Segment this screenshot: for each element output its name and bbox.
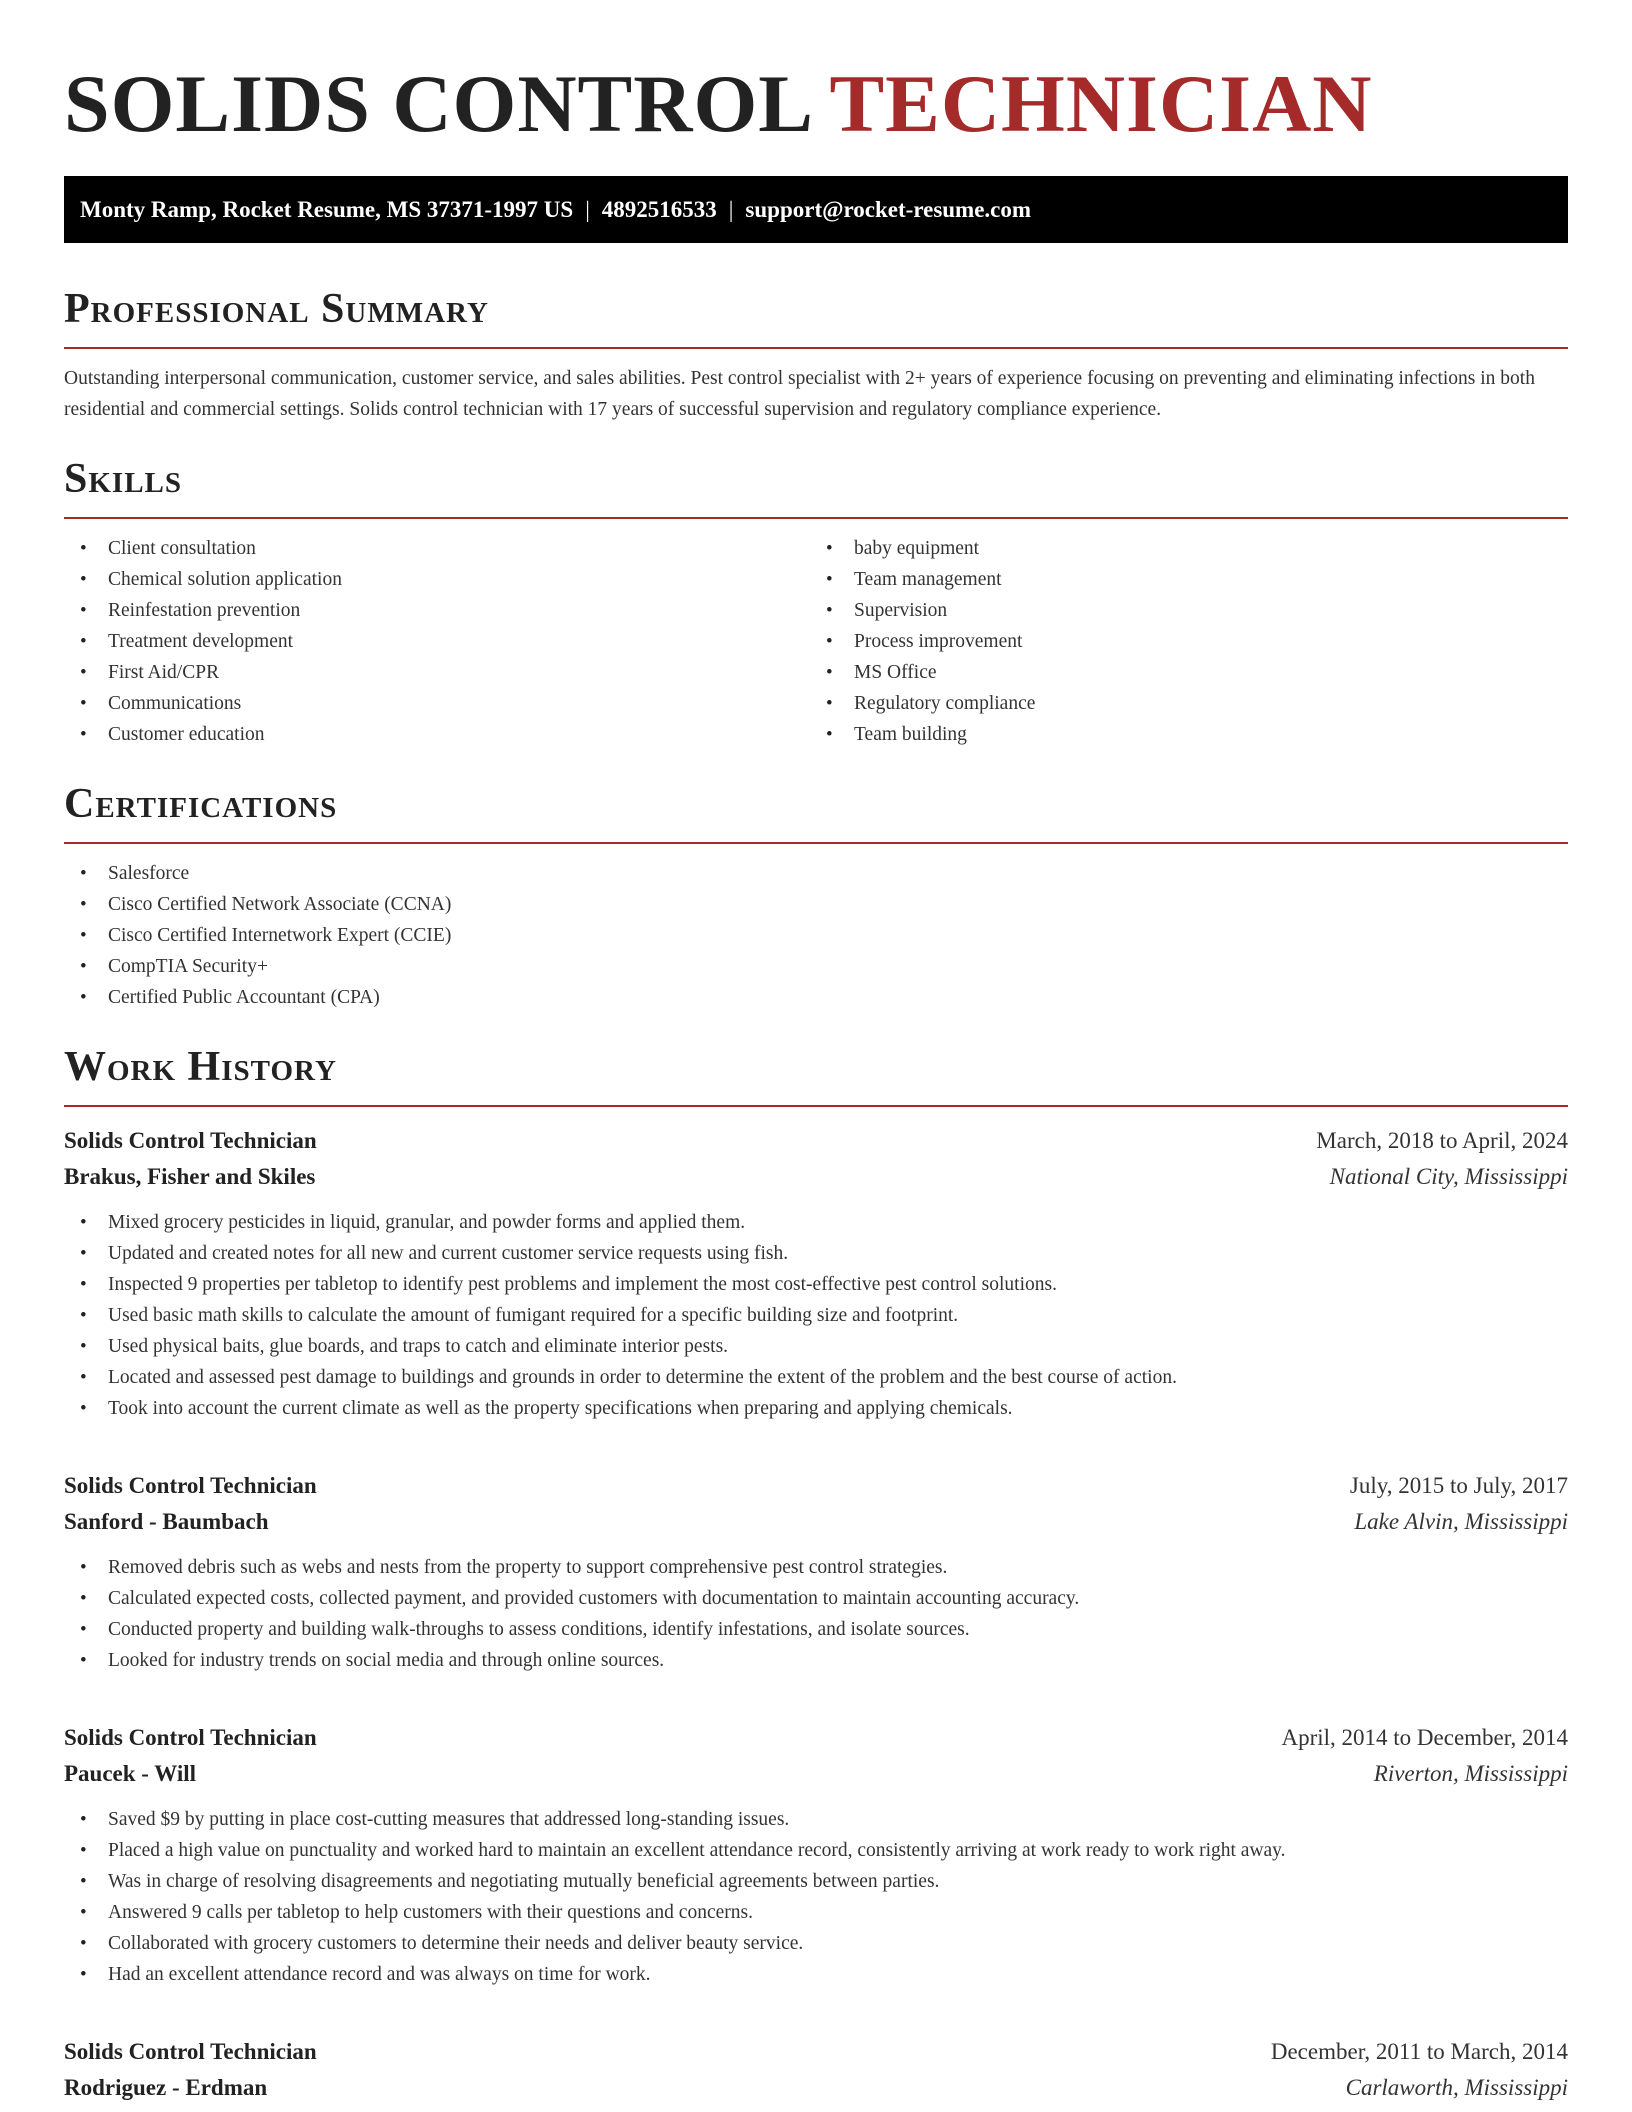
job-bullet: • Collaborated with grocery customers to determine their needs and deliver beauty service.	[64, 1928, 1568, 1959]
job-entry	[64, 1123, 1568, 1424]
contact-phone: 4892516533	[601, 196, 717, 222]
section-heading: Professional Summary	[64, 285, 1568, 349]
skill-item: • Communications	[64, 688, 822, 719]
skill-item: • baby equipment	[810, 533, 1568, 564]
job-bullet: • Had an excellent attendance record and was always on time for work.	[64, 1959, 1568, 1990]
job-dates: December, 2011 to March, 2014	[1270, 2039, 1568, 2064]
certifications-list	[64, 858, 1568, 1013]
job-bullet: • Took into account the current climate as well as the property specifications when preparing and applying chemicals.	[64, 1393, 1568, 1424]
job-company-row	[64, 1159, 1568, 1195]
job-company-row	[64, 1504, 1568, 1540]
skill-item: • Supervision	[810, 595, 1568, 626]
skill-item: • Process improvement	[810, 626, 1568, 657]
job-title: Solids Control Technician	[64, 2039, 317, 2064]
job-company: Sanford - Baumbach	[64, 1509, 269, 1534]
certifications-section	[64, 780, 1568, 1013]
job-bullet: • Placed a high value on punctuality and worked hard to maintain an excellent attendance record, consistently arriving at work ready to work right away.	[64, 1835, 1568, 1866]
job-bullet: • Saved $9 by putting in place cost-cutting measures that addressed long-standing issues.	[64, 1804, 1568, 1835]
job-bullet: • Mixed grocery pesticides in liquid, granular, and powder forms and applied them.	[64, 1207, 1568, 1238]
section-heading: Certifications	[64, 780, 1568, 844]
title-main: SOLIDS CONTROL	[64, 58, 810, 149]
job-bullet: • Answered 9 calls per tabletop to help customers with their questions and concerns.	[64, 1897, 1568, 1928]
job-company: Paucek - Will	[64, 1761, 197, 1786]
skill-item: • Reinfestation prevention	[64, 595, 822, 626]
section-heading: Work History	[64, 1043, 1568, 1107]
contact-email: support@rocket-resume.com	[745, 196, 1032, 222]
job-bullet: • Was in charge of resolving disagreements and negotiating mutually beneficial agreements between parties.	[64, 1866, 1568, 1897]
job-title: Solids Control Technician	[64, 1725, 317, 1750]
skills-list-right	[810, 533, 1568, 750]
certification-item: • Salesforce	[64, 858, 1568, 889]
job-bullet: • Updated and created notes for all new and current customer service requests using fish.	[64, 1238, 1568, 1269]
skill-item: • Chemical solution application	[64, 564, 822, 595]
job-dates: April, 2014 to December, 2014	[1281, 1725, 1568, 1750]
job-header-row	[64, 1123, 1568, 1159]
job-title: Solids Control Technician	[64, 1128, 317, 1153]
certification-item: • CompTIA Security+	[64, 951, 1568, 982]
work-history-section	[64, 1043, 1568, 2106]
skill-item: • Treatment development	[64, 626, 822, 657]
contact-separator: |	[585, 196, 590, 222]
certification-item: • Certified Public Accountant (CPA)	[64, 982, 1568, 1013]
summary-text: Outstanding interpersonal communication, customer service, and sales abilities. Pest control specialist with 2+ years of experience focusing on preventing and eliminating infections in both residential and commercial settings. Solids control technician with 17 years of successful supervision and regulatory compliance experience.	[64, 368, 1535, 420]
job-company: Rodriguez - Erdman	[64, 2075, 268, 2100]
job-entry	[64, 2034, 1568, 2106]
job-bullets	[64, 1552, 1568, 1676]
certification-item: • Cisco Certified Network Associate (CCNA)	[64, 889, 1568, 920]
skill-item: • Team building	[810, 719, 1568, 750]
contact-separator: |	[728, 196, 734, 222]
job-bullet: • Removed debris such as webs and nests from the property to support comprehensive pest control strategies.	[64, 1552, 1568, 1583]
skills-columns	[64, 519, 1568, 750]
job-bullets	[64, 1804, 1568, 1990]
title-accent: TECHNICIAN	[829, 58, 1373, 149]
skill-item: • First Aid/CPR	[64, 657, 822, 688]
skill-item: • Regulatory compliance	[810, 688, 1568, 719]
job-company-row	[64, 1756, 1568, 1792]
section-heading: Skills	[64, 455, 1568, 519]
job-bullet: • Used basic math skills to calculate the amount of fumigant required for a specific building size and footprint.	[64, 1300, 1568, 1331]
skill-item: • Team management	[810, 564, 1568, 595]
resume-title	[64, 54, 1568, 154]
job-dates: March, 2018 to April, 2024	[1316, 1128, 1568, 1153]
job-bullet: • Calculated expected costs, collected payment, and provided customers with documentation to maintain accounting accuracy.	[64, 1583, 1568, 1614]
job-bullet: • Inspected 9 properties per tabletop to identify pest problems and implement the most cost-effective pest control solutions.	[64, 1269, 1568, 1300]
job-title: Solids Control Technician	[64, 1473, 317, 1498]
jobs-list	[64, 1123, 1568, 2106]
job-company: Brakus, Fisher and Skiles	[64, 1164, 316, 1189]
skill-item: • MS Office	[810, 657, 1568, 688]
job-header-row	[64, 1468, 1568, 1504]
summary-section	[64, 285, 1568, 425]
job-company-row	[64, 2070, 1568, 2106]
job-entry	[64, 1468, 1568, 1676]
job-bullet: • Conducted property and building walk-throughs to assess conditions, identify infestations, and isolate sources.	[64, 1614, 1568, 1645]
job-dates: July, 2015 to July, 2017	[1349, 1473, 1568, 1498]
job-entry	[64, 1720, 1568, 1990]
job-bullet: • Looked for industry trends on social media and through online sources.	[64, 1645, 1568, 1676]
job-bullet: • Used physical baits, glue boards, and traps to catch and eliminate interior pests.	[64, 1331, 1568, 1362]
job-header-row	[64, 1720, 1568, 1756]
job-bullet: • Located and assessed pest damage to buildings and grounds in order to determine the extent of the problem and the best course of action.	[64, 1362, 1568, 1393]
job-location: Riverton, Mississippi	[1373, 1761, 1568, 1786]
job-location: Carlaworth, Mississippi	[1345, 2075, 1568, 2100]
skill-item: • Customer education	[64, 719, 822, 750]
job-header-row	[64, 2034, 1568, 2070]
skills-list-left	[64, 533, 822, 750]
job-location: National City, Mississippi	[1329, 1164, 1568, 1189]
contact-address: Monty Ramp, Rocket Resume, MS 37371-1997 US	[80, 196, 574, 222]
skills-section	[64, 455, 1568, 750]
contact-bar	[64, 176, 1568, 243]
job-location: Lake Alvin, Mississippi	[1354, 1509, 1568, 1534]
skill-item: • Client consultation	[64, 533, 822, 564]
job-bullets	[64, 1207, 1568, 1424]
certification-item: • Cisco Certified Internetwork Expert (CCIE)	[64, 920, 1568, 951]
